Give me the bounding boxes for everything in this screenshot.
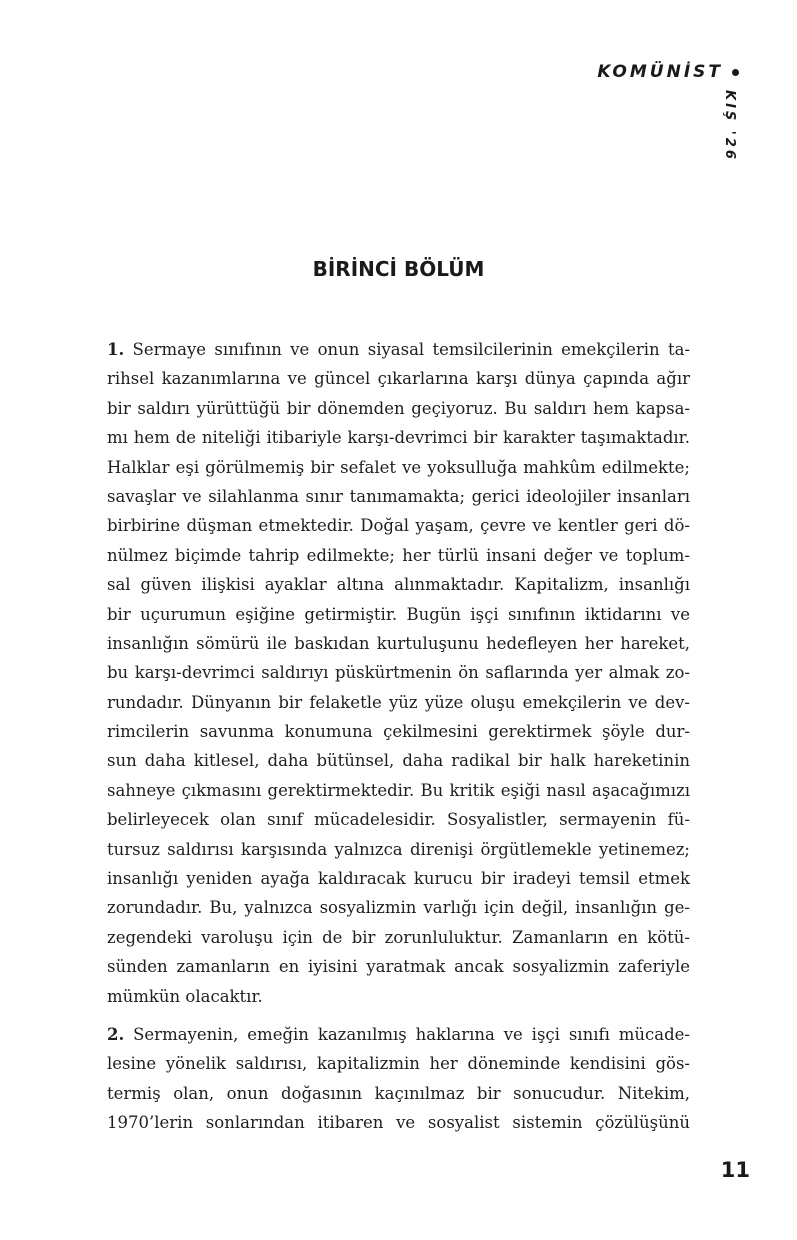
text-line: mümkün olacaktır. xyxy=(107,986,263,1006)
text-line: sahneye çıkmasını gerektirmektedir. Bu kritik eşiği nasıl aşacağımızı xyxy=(107,780,690,800)
text-line: termiş olan, onun doğasının kaçınılmaz bir sonucudur. Nitekim, xyxy=(107,1083,690,1103)
text-line: Halklar eşi görülmemiş bir sefalet ve yoksulluğa mahkûm edilmekte; xyxy=(107,457,690,477)
journal-header xyxy=(597,62,739,82)
text-line: 1970’lerin sonlarından itibaren ve sosyalist sistemin çözülüşünü xyxy=(107,1113,690,1133)
text-line: lesine yönelik saldırısı, kapitalizmin her döneminde kendisini gös- xyxy=(107,1054,690,1074)
journal-name: KOMÜNİST xyxy=(597,62,723,82)
text-line: birbirine düşman etmektedir. Doğal yaşam, çevre ve kentler geri dö- xyxy=(107,516,690,536)
issue-label: KIŞ '26 xyxy=(722,90,737,162)
text-line: mı hem de niteliği itibariyle karşı-devrimci bir karakter taşımaktadır. xyxy=(107,428,690,448)
text-line: zorundadır. Bu, yalnızca sosyalizmin varlığı için değil, insanlığın ge- xyxy=(107,898,690,918)
text-line: insanlığın sömürü ile baskıdan kurtuluşunu hedefleyen her hareket, xyxy=(107,633,690,653)
paragraph-number: 2. xyxy=(107,1024,125,1044)
body-text xyxy=(107,335,690,1147)
text-line: zegendeki varoluşu için de bir zorunluluktur. Zamanların en kötü- xyxy=(107,927,690,947)
text-line: rihsel kazanımlarına ve güncel çıkarlarına karşı dünya çapında ağır xyxy=(107,369,690,389)
text-line: sal güven ilişkisi ayaklar altına alınmaktadır. Kapitalizm, insanlığı xyxy=(107,575,690,595)
text-line: 1. Sermaye sınıfının ve onun siyasal temsilcilerinin emekçilerin ta- xyxy=(107,340,690,359)
chapter-title: BİRİNCİ BÖLÜM xyxy=(312,257,485,281)
paragraph-number: 1. xyxy=(107,340,125,359)
text-line: belirleyecek olan sınıf mücadelesidir. Sosyalistler, sermayenin fü- xyxy=(107,810,690,830)
text-line: bu karşı-devrimci saldırıyı püskürtmenin ön saflarında yer almak zo- xyxy=(107,663,690,683)
text-line: rimcilerin savunma konumuna çekilmesini gerektirmek şöyle dur- xyxy=(107,722,690,742)
page-number: 11 xyxy=(720,1158,750,1182)
text-line: 2. Sermayenin, emeğin kazanılmış haklarına ve işçi sınıfı mücade- xyxy=(107,1024,690,1044)
bullet-dot-icon xyxy=(732,69,739,76)
paragraph-2 xyxy=(107,1020,690,1138)
text-line: sünden zamanların en iyisini yaratmak ancak sosyalizmin zaferiyle xyxy=(107,957,690,977)
text-line: sun daha kitlesel, daha bütünsel, daha radikal bir halk hareketinin xyxy=(107,751,690,771)
text-line: rundadır. Dünyanın bir felaketle yüz yüze oluşu emekçilerin ve dev- xyxy=(107,692,690,712)
text-line: tursuz saldırısı karşısında yalnızca direnişi örgütlemekle yetinemez; xyxy=(107,839,690,859)
text-line: bir saldırı yürüttüğü bir dönemden geçiyoruz. Bu saldırı hem kapsa- xyxy=(107,398,690,418)
text-line: nülmez biçimde tahrip edilmekte; her türlü insani değer ve toplum- xyxy=(107,545,690,565)
text-line: bir uçurumun eşiğine getirmiştir. Bugün işçi sınıfının iktidarını ve xyxy=(107,604,690,624)
paragraph-1 xyxy=(107,335,690,1011)
text-line: insanlığı yeniden ayağa kaldıracak kurucu bir iradeyi temsil etmek xyxy=(107,869,690,889)
text-line: savaşlar ve silahlanma sınır tanımamakta; gerici ideolojiler insanları xyxy=(107,486,690,506)
